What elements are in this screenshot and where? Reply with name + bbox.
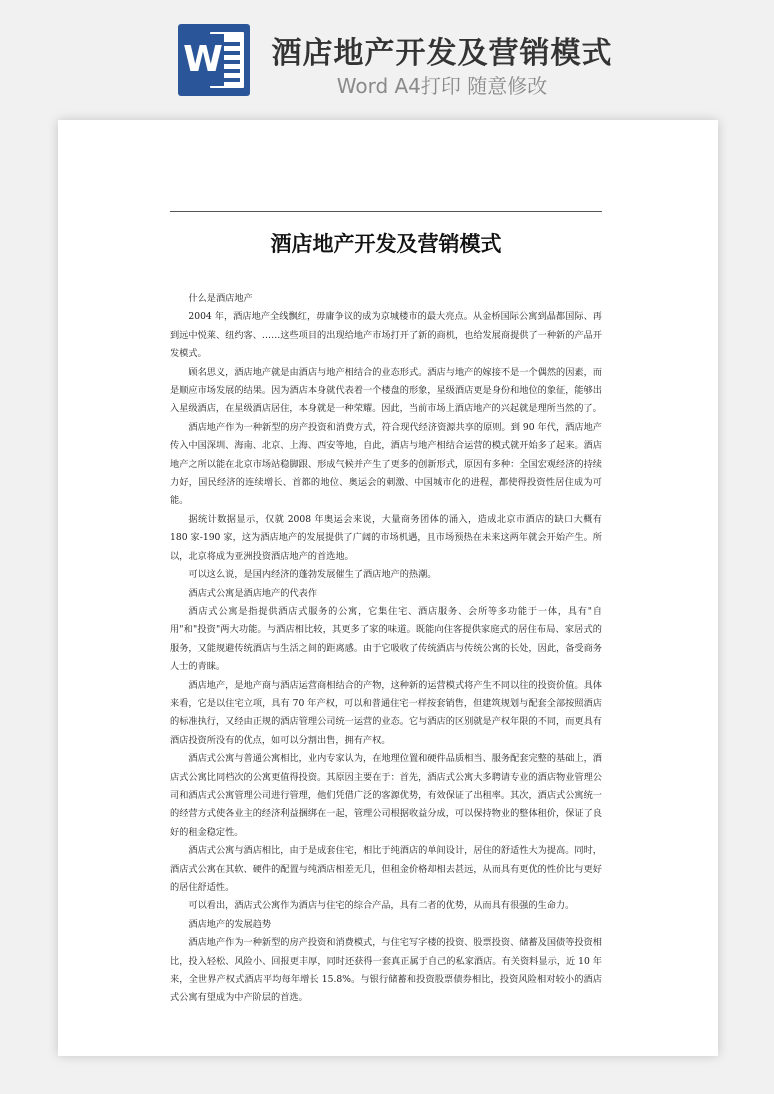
document-page — [58, 120, 718, 1056]
title-rule — [170, 211, 602, 212]
paragraph: 据统计数据显示，仅就 2008 年奥运会来说，大量商务团体的涌入，造成北京市酒店的缺口大概有 180 家-190 家，这为酒店地产的发展提供了广阔的市场机遇，且市场预热在未来这两年就会开始产生。所以，北京将成为亚洲投资酒店地产的首选地。 — [170, 513, 602, 562]
paragraph: 酒店式公寓是指提供酒店式服务的公寓，它集住宅、酒店服务、会所等多功能于一体，具有"自用"和"投资"两大功能。与酒店相比较，其更多了家的味道。既能向住客提供家庭式的居住布局、家居式的服务，又能规避传统酒店与生活之间的距离感。由于它吸收了传统酒店与传统公寓的长处，因此，备受商务人士的青睐。 — [170, 605, 602, 673]
document-body — [170, 290, 602, 1008]
paragraph: 酒店式公寓是酒店地产的代表作 — [188, 587, 318, 599]
header — [0, 0, 774, 110]
paragraph: 酒店地产，是地产商与酒店运营商相结合的产物，这种新的运营模式将产生不同以往的投资价值。具体来看，它是以住宅立项，具有 70 年产权，可以和普通住宅一样按套销售，但建筑规划与配套全部按照酒店的标准执行，又经由正规的酒店管理公司统一运营的业态。它与酒店的区别就是产权年限的不同，而更具有酒店投资所没有的优点，如可以分割出售，拥有产权。 — [170, 679, 602, 746]
document-title: 酒店地产开发及营销模式 — [270, 231, 502, 256]
paragraph: 顾名思义，酒店地产就是由酒店与地产相结合的业态形式。酒店与地产的嫁接不是一个偶然的因素，而是顺应市场发展的结果。因为酒店本身就代表着一个楼盘的形象，星级酒店更是身份和地位的象征，能够出入星级酒店，在星级酒店居住，本身就是一种荣耀。因此，当前市场上酒店地产的兴起就是理所当然的了。 — [170, 366, 602, 415]
paragraph: 酒店地产作为一种新型的房产投资和消费模式，与住宅写字楼的投资、股票投资、储蓄及国债等投资相比，投入轻松、风险小、回报更丰厚，同时还获得一套真正属于自己的私家酒店。有关资料显示，近 10 年来，全世界产权式酒店平均每年增长 15.8%。与银行储蓄和投资股票债券相比，投资风险相对较小的酒店式公寓有望成为中产阶层的首选。 — [170, 937, 602, 1004]
word-icon — [178, 24, 250, 96]
paragraph: 酒店式公寓与普通公寓相比，业内专家认为，在地理位置和硬件品质相当、服务配套完整的基础上，酒店式公寓比同档次的公寓更值得投资。其原因主要在于：首先，酒店式公寓大多聘请专业的酒店物业管理公司和酒店式公寓管理公司进行管理，他们凭借广泛的客源优势，有效保证了出租率。其次，酒店式公寓统一的经营方式使各业主的经济利益捆绑在一起，管理公司根据收益分成，可以保持物业的整体租价，保证了良好的租金稳定性。 — [170, 753, 602, 838]
paragraph: 可以看出，酒店式公寓作为酒店与住宅的综合产品，具有二者的优势，从而具有很强的生命力。 — [188, 900, 575, 912]
paragraph: 2004 年，酒店地产全线飘红，毋庸争议的成为京城楼市的最大亮点。从金桥国际公寓到晶都国际、再到远中悦莱、纽约客、……这些项目的出现给地产市场打开了新的商机，也给发展商提供了一种新的产品开发模式。 — [170, 311, 602, 360]
header-title: 酒店地产开发及营销模式 — [271, 36, 613, 71]
paragraph: 酒店地产作为一种新型的房产投资和消费方式，符合现代经济资源共享的原则。到 90 年代，酒店地产传入中国深圳、海南、北京、上海、西安等地，自此，酒店与地产相结合运营的模式就开始多了起来。酒店地产之所以能在北京市场站稳脚跟、形成气候并产生了更多的创新形式，原因有多种：全国宏观经济的持续力好，国民经济的连续增长、首都的地位、奥运会的刺激、中国城市化的进程，都使得投资性居住成为可能。 — [170, 421, 602, 507]
paragraph: 什么是酒店地产 — [188, 293, 253, 304]
header-subtitle: Word A4打印 随意修改 — [336, 74, 548, 98]
paragraph: 酒店式公寓与酒店相比，由于是成套住宅，相比于纯酒店的单间设计，居住的舒适性大为提高。同时，酒店式公寓在其软、硬件的配置与纯酒店相差无几，但租金价格却相去甚远，从而具有更优的性价比与更好的居住舒适性。 — [170, 845, 602, 893]
word-letter: W — [182, 34, 224, 86]
paragraph: 可以这么说，是国内经济的蓬勃发展催生了酒店地产的热潮。 — [188, 569, 437, 581]
paragraph: 酒店地产的发展趋势 — [188, 918, 272, 930]
